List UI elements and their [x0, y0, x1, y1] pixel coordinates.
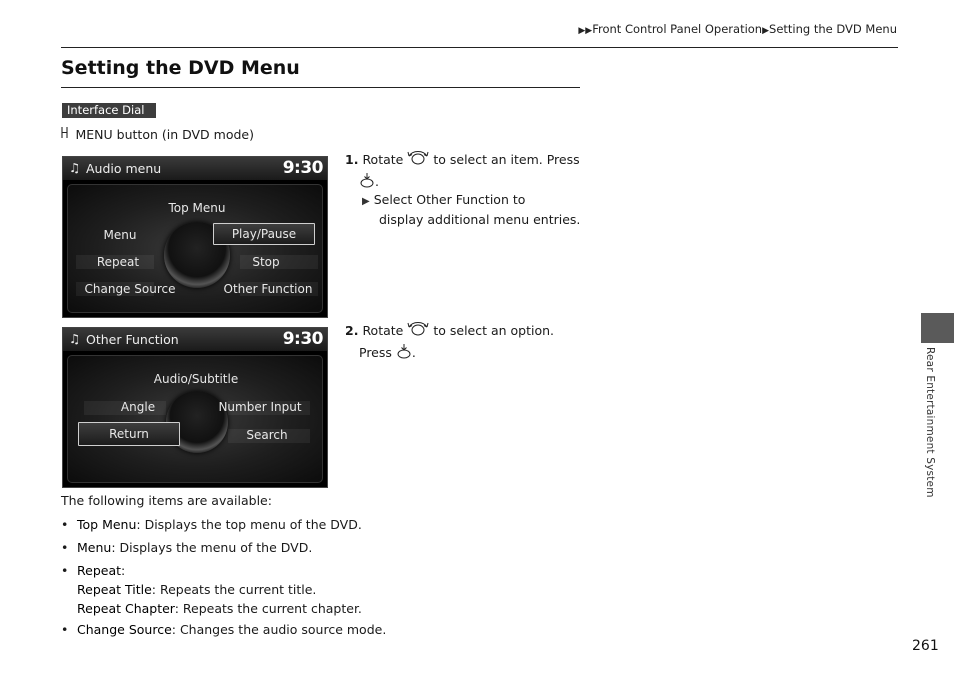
- clock: 9:30: [282, 329, 323, 349]
- available-items-list: [61, 515, 386, 639]
- menu-panel: [67, 355, 323, 483]
- item-desc: : Displays the top menu of the DVD.: [136, 517, 362, 532]
- menu-panel: [67, 184, 323, 313]
- screen-title: Other Function: [86, 332, 179, 347]
- breadcrumb: [578, 22, 897, 36]
- menu-item-repeat[interactable]: Repeat: [96, 255, 140, 269]
- page-title: Setting the DVD Menu: [61, 57, 300, 79]
- sub-item-desc: : Repeats the current chapter.: [174, 601, 362, 616]
- menu-item-change-source[interactable]: Change Source: [84, 282, 176, 296]
- step-text: Rotate: [362, 152, 404, 167]
- available-intro: The following items are available:: [61, 493, 272, 508]
- chapter-tab[interactable]: [921, 313, 954, 343]
- step-text: Rotate: [362, 323, 404, 338]
- breadcrumb-link-front-control[interactable]: Front Control Panel Operation: [592, 22, 763, 36]
- bullet-icon: •: [61, 540, 69, 555]
- step-text: .: [375, 174, 379, 189]
- home-button-icon: [61, 129, 72, 142]
- header-divider: [61, 47, 898, 48]
- list-item: [61, 515, 386, 534]
- interface-dial-tag: Interface Dial: [62, 103, 156, 118]
- item-desc: :: [121, 563, 126, 578]
- screen-title: Audio menu: [86, 161, 162, 176]
- title-divider: [61, 87, 580, 88]
- list-item: [61, 561, 386, 618]
- step-number: 2.: [345, 323, 359, 338]
- menu-item-angle[interactable]: Angle: [120, 400, 156, 414]
- step-1: [345, 149, 580, 193]
- item-desc: : Changes the audio source mode.: [171, 622, 387, 637]
- bullet-icon: •: [61, 517, 69, 532]
- subnote-text: to: [512, 192, 526, 207]
- subnote-text: display additional menu entries.: [379, 212, 581, 227]
- breadcrumb-current: Setting the DVD Menu: [769, 22, 897, 36]
- music-note-icon: ♫: [69, 331, 81, 346]
- press-dial-icon: [396, 343, 412, 364]
- step-text: to select an item. Press: [433, 152, 580, 167]
- step-text: .: [411, 345, 416, 360]
- step-number: 1.: [345, 152, 359, 167]
- bullet-icon: •: [61, 563, 69, 578]
- breadcrumb-arrow-icon: ▶: [762, 26, 770, 36]
- step-2: [345, 320, 554, 364]
- breadcrumb-arrow-icon: ▶: [585, 26, 593, 36]
- other-function-screen: [62, 327, 328, 488]
- menu-item-top-menu[interactable]: Top Menu: [168, 201, 226, 215]
- breadcrumb-arrow-icon: ▶: [578, 26, 586, 36]
- subnote-term: Other Function: [416, 192, 509, 207]
- item-term: Menu: [77, 540, 112, 555]
- menu-item-stop[interactable]: Stop: [252, 255, 280, 269]
- sub-item-term: Repeat Title: [77, 582, 152, 597]
- menu-item-menu[interactable]: Menu: [103, 228, 137, 242]
- chapter-tab-label: Rear Entertainment System: [924, 347, 936, 498]
- arrow-icon: ▶: [362, 196, 370, 207]
- step-text: to select an option.: [433, 323, 555, 338]
- step-1-subnote: [362, 191, 580, 229]
- press-dial-icon: [359, 172, 375, 193]
- sub-item-desc: : Repeats the current title.: [151, 582, 317, 597]
- list-item: [61, 620, 386, 639]
- screen-titlebar: [63, 328, 327, 351]
- clock: 9:30: [282, 158, 323, 178]
- rotate-dial-icon: [407, 149, 429, 172]
- step-text: Press: [359, 345, 392, 360]
- menu-item-return[interactable]: Return: [78, 422, 180, 446]
- item-term: Top Menu: [77, 517, 137, 532]
- rotate-dial-icon: [407, 320, 429, 343]
- audio-menu-screen: [62, 156, 328, 318]
- bullet-icon: •: [61, 622, 69, 637]
- menu-item-number-input[interactable]: Number Input: [218, 400, 302, 414]
- menu-item-play-pause[interactable]: Play/Pause: [213, 223, 315, 245]
- item-term: Repeat: [77, 563, 122, 578]
- menu-button-note: [61, 126, 254, 142]
- menu-item-audio-subtitle[interactable]: Audio/Subtitle: [153, 372, 239, 386]
- page-number: 261: [912, 638, 939, 654]
- item-desc: : Displays the menu of the DVD.: [111, 540, 313, 555]
- menu-item-other-function[interactable]: Other Function: [223, 282, 313, 296]
- list-item: [61, 538, 386, 557]
- sub-item-term: Repeat Chapter: [77, 601, 175, 616]
- item-term: Change Source: [77, 622, 172, 637]
- menu-item-search[interactable]: Search: [246, 428, 288, 442]
- menu-note-text: MENU button (in DVD mode): [75, 127, 254, 142]
- music-note-icon: ♫: [69, 160, 81, 175]
- subnote-text: Select: [373, 192, 413, 207]
- screen-titlebar: [63, 157, 327, 180]
